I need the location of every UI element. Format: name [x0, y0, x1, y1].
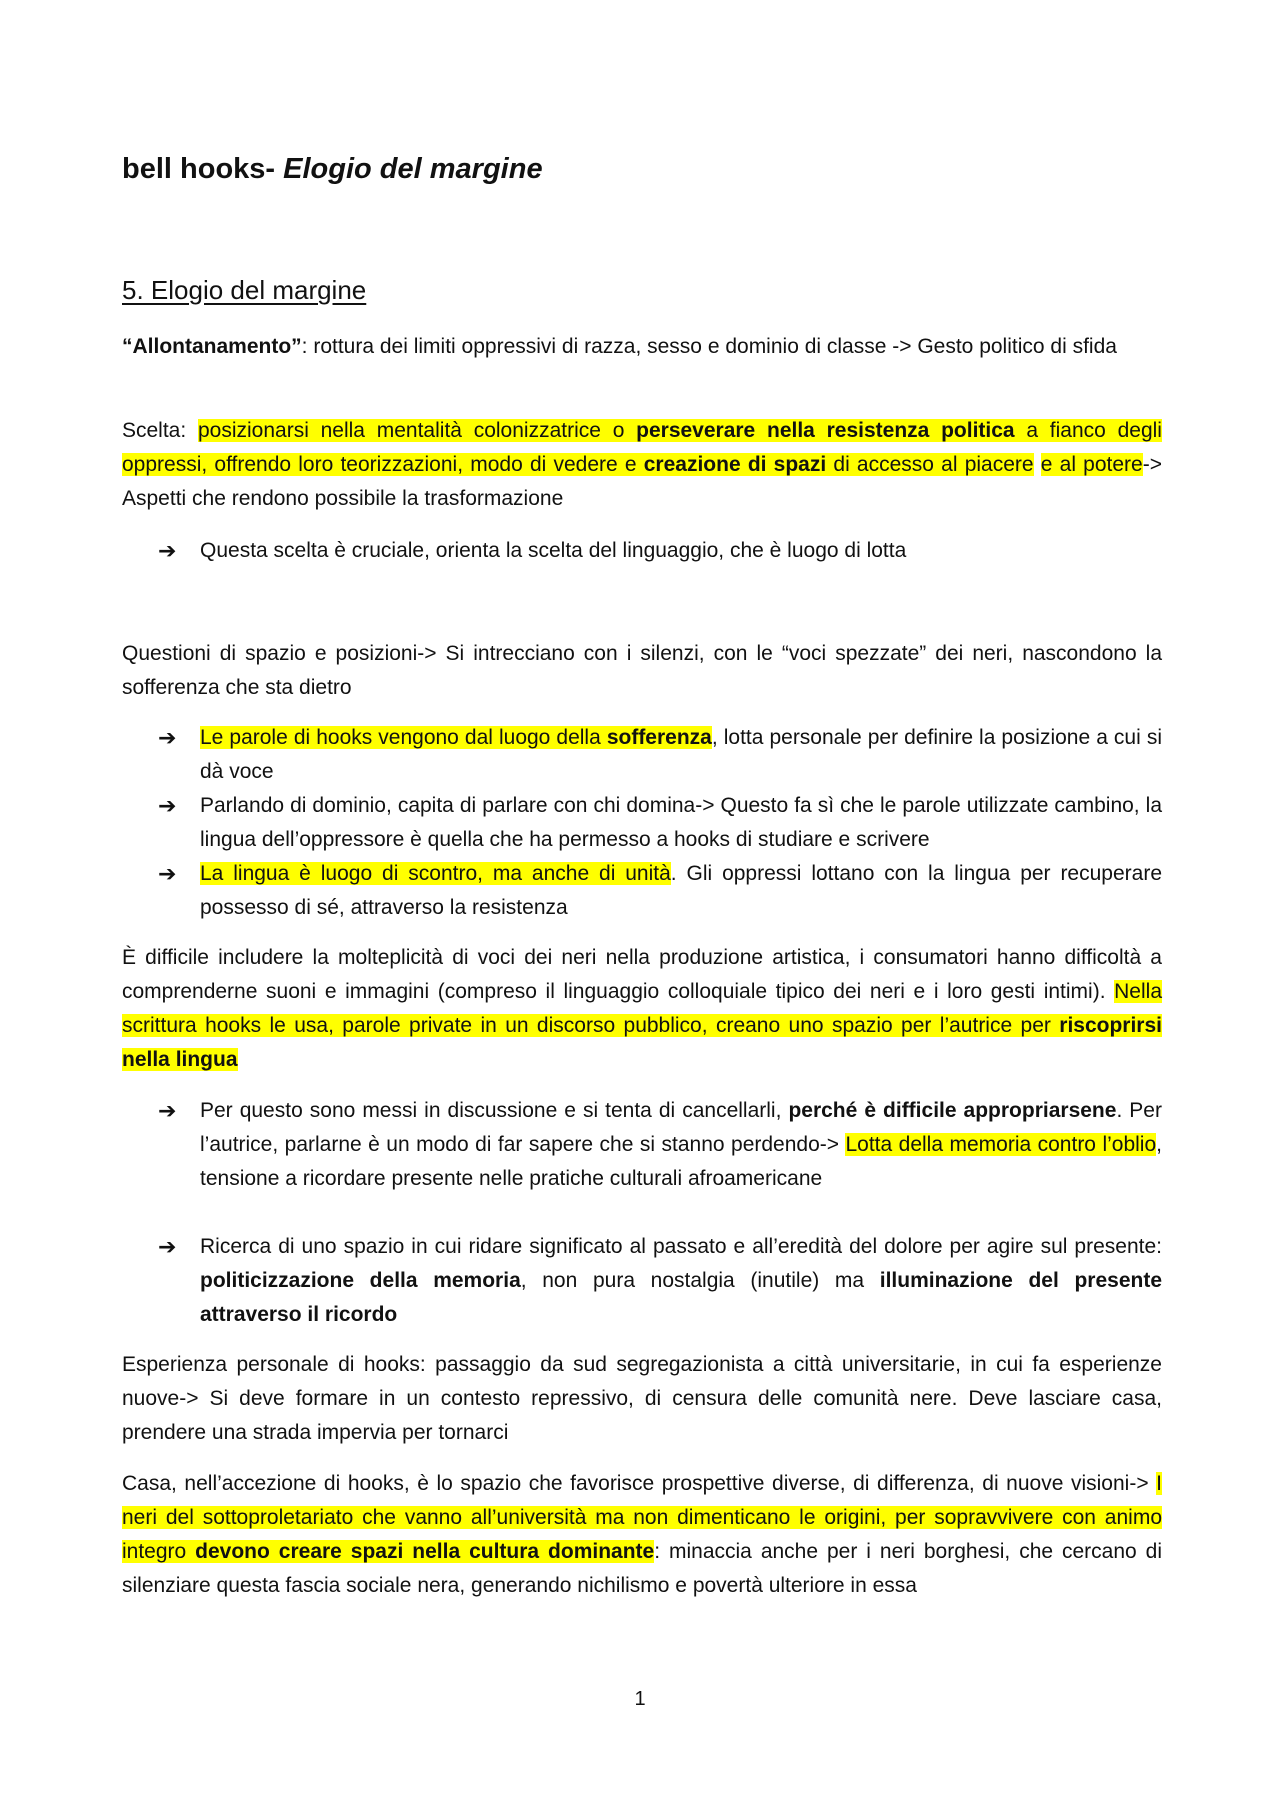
arrow-right-icon: ➔ — [158, 861, 177, 886]
text-run: Le parole di hooks vengono dal luogo della — [200, 726, 607, 749]
paragraph-text: : rottura dei limiti oppressivi di razza, sesso e dominio di classe -> Gesto politico di sfida — [301, 335, 1117, 358]
bullet-item — [158, 789, 1162, 857]
bold-run: perché è difficile appropriarsene — [788, 1099, 1117, 1122]
paragraph-questioni: Questioni di spazio e posizioni-> Si intrecciano con i silenzi, con le “voci spezzate” dei neri, nascondono la sofferenza che sta dietro — [122, 642, 1162, 699]
bullet-item — [158, 534, 1162, 568]
text-run: Ricerca di uno spazio in cui ridare significato al passato e all’eredità del dolore per agire sul presente: — [200, 1235, 1162, 1258]
highlight — [122, 419, 1162, 476]
bold-run: sofferenza — [606, 726, 712, 749]
paragraph-esperienza: Esperienza personale di hooks: passaggio da sud segregazionista a città universitarie, in cui fa esperienze nuove-> Si deve formare in un contesto repressivo, di censura delle comunità nere. Deve lasciare casa, prendere una strada impervia per tornarci — [122, 1353, 1162, 1444]
bullet-item — [158, 857, 1162, 925]
term-bold: “Allontanamento” — [122, 335, 302, 358]
bold-run: politicizzazione della memoria — [200, 1269, 521, 1292]
title-author: bell hooks- — [122, 153, 284, 185]
text-run: . Per l’autrice, parlarne è un modo di far sapere che si stanno perdendo-> — [200, 1099, 1162, 1156]
paragraph-casa — [122, 1467, 1162, 1603]
text-run: : minaccia anche per i neri borghesi, che cercano di silenziare questa fascia sociale nera, generando nichilismo e povertà ulteriore in essa — [122, 1540, 1163, 1597]
text-run: Per questo sono messi in discussione e si tenta di cancellarli, — [200, 1099, 789, 1122]
bold-run: illuminazione del presente attraverso il ricordo — [200, 1269, 1162, 1326]
bullet-item — [158, 721, 1162, 789]
paragraph-molteplicita — [122, 941, 1162, 1077]
text-run: , lotta personale per definire la posizione a cui si dà voce — [200, 726, 1162, 783]
arrow-right-icon: ➔ — [158, 793, 177, 818]
paragraph-allontanamento — [122, 330, 1162, 364]
paragraph-scelta — [122, 414, 1162, 516]
text-run: , non pura nostalgia (inutile) ma — [520, 1269, 880, 1292]
highlight: e al potere — [1040, 453, 1143, 476]
highlight — [200, 726, 712, 749]
title-work: Elogio del margine — [283, 153, 543, 185]
bullet-text: Questa scelta è cruciale, orienta la scelta del linguaggio, che è luogo di lotta — [200, 539, 907, 562]
bold-run: creazione di spazi — [643, 453, 827, 476]
document-title — [122, 153, 543, 186]
page-number: 1 — [634, 1688, 646, 1710]
bullet-item — [158, 1230, 1162, 1332]
bold-run: riscoprirsi nella lingua — [122, 1014, 1162, 1071]
text-run: . Gli oppressi lottano con la lingua per recuperare possesso di sé, attraverso la resistenza — [200, 862, 1162, 919]
section-heading: 5. Elogio del margine — [122, 275, 367, 305]
text-run: posizionarsi nella mentalità colonizzatrice o — [197, 419, 637, 442]
arrow-right-icon: ➔ — [158, 1234, 177, 1259]
bold-run: devono creare spazi nella cultura dominante — [195, 1540, 655, 1563]
text-run: È difficile includere la molteplicità di voci dei neri nella produzione artistica, i consumatori hanno difficoltà a comprenderne suoni e immagini (compreso il linguaggio colloquiale tipico dei neri e i loro gesti intimi). — [122, 946, 1162, 1003]
bold-run: perseverare nella resistenza politica — [636, 419, 1015, 442]
text-run: Scelta: — [122, 419, 198, 442]
arrow-right-icon: ➔ — [158, 538, 177, 563]
bullet-text: Parlando di dominio, capita di parlare con chi domina-> Questo fa sì che le parole utilizzate cambino, la lingua dell’oppressore è quella che ha permesso a hooks di studiare e scrivere — [200, 794, 1162, 851]
arrow-right-icon: ➔ — [158, 725, 177, 750]
text-run: I neri del sottoproletariato che vanno all’università ma non dimenticano le origini, per sopravvivere con animo integro — [122, 1472, 1162, 1563]
highlight: La lingua è luogo di scontro, ma anche di unità — [200, 862, 671, 885]
highlight: Lotta della memoria contro l’oblio — [845, 1133, 1157, 1156]
text-run: -> Aspetti che rendono possibile la trasformazione — [122, 453, 1162, 510]
text-run: Nella scrittura hooks le usa, parole private in un discorso pubblico, creano uno spazio per l’autrice per — [122, 980, 1162, 1037]
bullet-item — [158, 1094, 1162, 1196]
text-run: a fianco degli oppressi, offrendo loro teorizzazioni, modo di vedere e — [122, 419, 1162, 476]
text-run: Casa, nell’accezione di hooks, è lo spazio che favorisce prospettive diverse, di differenza, di nuove visioni-> — [122, 1472, 1157, 1495]
arrow-right-icon: ➔ — [158, 1098, 177, 1123]
text-run: di accesso al piacere — [826, 453, 1034, 476]
text-run — [1034, 453, 1041, 476]
text-run: , tensione a ricordare presente nelle pratiche culturali afroamericane — [200, 1133, 1162, 1190]
